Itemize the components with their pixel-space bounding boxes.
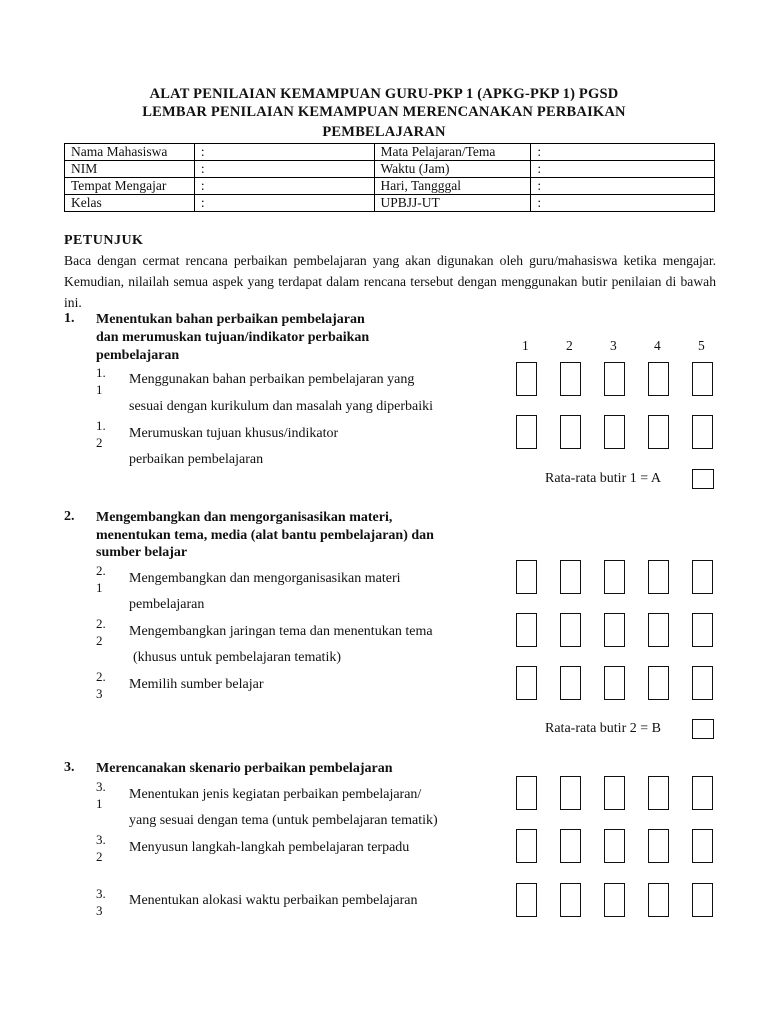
- field-kelas[interactable]: :: [194, 195, 374, 212]
- item-number: 2. 1: [96, 563, 106, 595]
- average-box[interactable]: [692, 469, 714, 489]
- item-text: Memilih sumber belajar: [129, 677, 264, 692]
- field-hari-tanggal[interactable]: :: [531, 178, 715, 195]
- section-title: menentukan tema, media (alat bantu pembelajaran) dan: [96, 528, 434, 543]
- score-box[interactable]: [560, 883, 581, 917]
- item-number: 2. 3: [96, 669, 106, 701]
- section-title: pembelajaran: [96, 348, 180, 363]
- score-box[interactable]: [692, 613, 713, 647]
- scale-label-4: 4: [654, 338, 661, 353]
- score-box[interactable]: [692, 560, 713, 594]
- section-title: Menentukan bahan perbaikan pembelajaran: [96, 312, 365, 327]
- section-title: dan merumuskan tujuan/indikator perbaikan: [96, 330, 370, 345]
- score-box[interactable]: [560, 362, 581, 396]
- score-box[interactable]: [648, 613, 669, 647]
- section-title: Mengembangkan dan mengorganisasikan materi,: [96, 510, 393, 525]
- scale-label-1: 1: [522, 338, 529, 353]
- label-hari-tanggal: Hari, Tangggal: [374, 178, 531, 195]
- item-text: Mengembangkan dan mengorganisasikan materi: [129, 571, 401, 586]
- item-text: Menentukan alokasi waktu perbaikan pembelajaran: [129, 893, 418, 908]
- score-box[interactable]: [692, 415, 713, 449]
- score-box[interactable]: [648, 666, 669, 700]
- score-box[interactable]: [648, 883, 669, 917]
- score-box[interactable]: [516, 776, 537, 810]
- item-text: Merumuskan tujuan khusus/indikator: [129, 426, 339, 441]
- document-subtitle: LEMBAR PENILAIAN KEMAMPUAN MERENCANAKAN PERBAIKAN: [142, 104, 626, 120]
- field-nim[interactable]: :: [194, 161, 374, 178]
- document-title: ALAT PENILAIAN KEMAMPUAN GURU-PKP 1 (APKG-PKP 1) PGSD: [149, 86, 619, 102]
- score-box[interactable]: [516, 613, 537, 647]
- item-number: 2. 2: [96, 616, 106, 648]
- score-box[interactable]: [648, 829, 669, 863]
- score-box[interactable]: [604, 362, 625, 396]
- score-box[interactable]: [692, 666, 713, 700]
- field-mata-pelajaran[interactable]: :: [531, 144, 715, 161]
- score-box[interactable]: [560, 666, 581, 700]
- score-box[interactable]: [516, 362, 537, 396]
- field-upbjj[interactable]: :: [531, 195, 715, 212]
- label-kelas: Kelas: [65, 195, 195, 212]
- item-number: 3. 2: [96, 832, 106, 864]
- score-box[interactable]: [516, 829, 537, 863]
- item-text: Menyusun langkah-langkah pembelajaran terpadu: [129, 840, 410, 855]
- instructions-text: Baca dengan cermat rencana perbaikan pembelajaran yang akan digunakan oleh guru/mahasiswa ketika mengajar. Kemudian, nilailah semua aspek yang terdapat dalam rencana tersebut dengan menggunakan butir penilaian di bawah ini.: [64, 253, 716, 310]
- score-box[interactable]: [516, 560, 537, 594]
- score-box[interactable]: [692, 776, 713, 810]
- item-number: 1. 1: [96, 365, 106, 397]
- score-box[interactable]: [604, 829, 625, 863]
- average-box[interactable]: [692, 719, 714, 739]
- average-label: Rata-rata butir 1 = A: [545, 471, 661, 486]
- average-label: Rata-rata butir 2 = B: [545, 721, 661, 736]
- item-text-cont: sesuai dengan kurikulum dan masalah yang diperbaiki: [129, 399, 434, 414]
- label-waktu: Waktu (Jam): [374, 161, 531, 178]
- score-box[interactable]: [516, 666, 537, 700]
- score-box[interactable]: [560, 613, 581, 647]
- item-text: Menentukan jenis kegiatan perbaikan pembelajaran/: [129, 787, 422, 802]
- score-box[interactable]: [692, 362, 713, 396]
- document-subtitle-cont: PEMBELAJARAN: [322, 124, 446, 140]
- score-box[interactable]: [604, 883, 625, 917]
- section-number: 1.: [64, 311, 75, 326]
- score-box[interactable]: [560, 776, 581, 810]
- score-box[interactable]: [604, 776, 625, 810]
- item-text-cont: (khusus untuk pembelajaran tematik): [133, 650, 341, 665]
- field-tempat-mengajar[interactable]: :: [194, 178, 374, 195]
- score-box[interactable]: [560, 415, 581, 449]
- item-text-cont: pembelajaran: [129, 597, 205, 612]
- section-number: 2.: [64, 509, 75, 524]
- section-number: 3.: [64, 760, 75, 775]
- table-row: [65, 144, 715, 161]
- label-nama-mahasiswa: Nama Mahasiswa: [65, 144, 195, 161]
- score-box[interactable]: [692, 829, 713, 863]
- item-text-cont: perbaikan pembelajaran: [129, 452, 264, 467]
- identity-table: [64, 143, 715, 212]
- score-box[interactable]: [516, 415, 537, 449]
- field-waktu[interactable]: :: [531, 161, 715, 178]
- table-row: [65, 161, 715, 178]
- section-title: sumber belajar: [96, 545, 188, 560]
- item-number: 1. 2: [96, 418, 106, 450]
- score-box[interactable]: [604, 613, 625, 647]
- score-box[interactable]: [604, 560, 625, 594]
- item-text-cont: yang sesuai dengan tema (untuk pembelajaran tematik): [129, 813, 438, 828]
- item-number: 3. 3: [96, 886, 106, 918]
- section-title: Merencanakan skenario perbaikan pembelajaran: [96, 761, 393, 776]
- label-tempat-mengajar: Tempat Mengajar: [65, 178, 195, 195]
- score-box[interactable]: [604, 415, 625, 449]
- scale-label-5: 5: [698, 338, 705, 353]
- score-box[interactable]: [692, 883, 713, 917]
- item-text: Mengembangkan jaringan tema dan menentukan tema: [129, 624, 433, 639]
- score-box[interactable]: [604, 666, 625, 700]
- field-nama-mahasiswa[interactable]: :: [194, 144, 374, 161]
- score-box[interactable]: [560, 560, 581, 594]
- scale-label-2: 2: [566, 338, 573, 353]
- score-box[interactable]: [516, 883, 537, 917]
- table-row: [65, 178, 715, 195]
- label-nim: NIM: [65, 161, 195, 178]
- score-box[interactable]: [648, 776, 669, 810]
- item-text: Menggunakan bahan perbaikan pembelajaran yang: [129, 372, 415, 387]
- table-row: [65, 195, 715, 212]
- label-mata-pelajaran: Mata Pelajaran/Tema: [374, 144, 531, 161]
- score-box[interactable]: [648, 415, 669, 449]
- score-box[interactable]: [648, 362, 669, 396]
- scale-label-3: 3: [610, 338, 617, 353]
- item-number: 3. 1: [96, 779, 106, 811]
- score-box[interactable]: [560, 829, 581, 863]
- instructions-heading: PETUNJUK: [64, 233, 144, 248]
- score-box[interactable]: [648, 560, 669, 594]
- label-upbjj: UPBJJ-UT: [374, 195, 531, 212]
